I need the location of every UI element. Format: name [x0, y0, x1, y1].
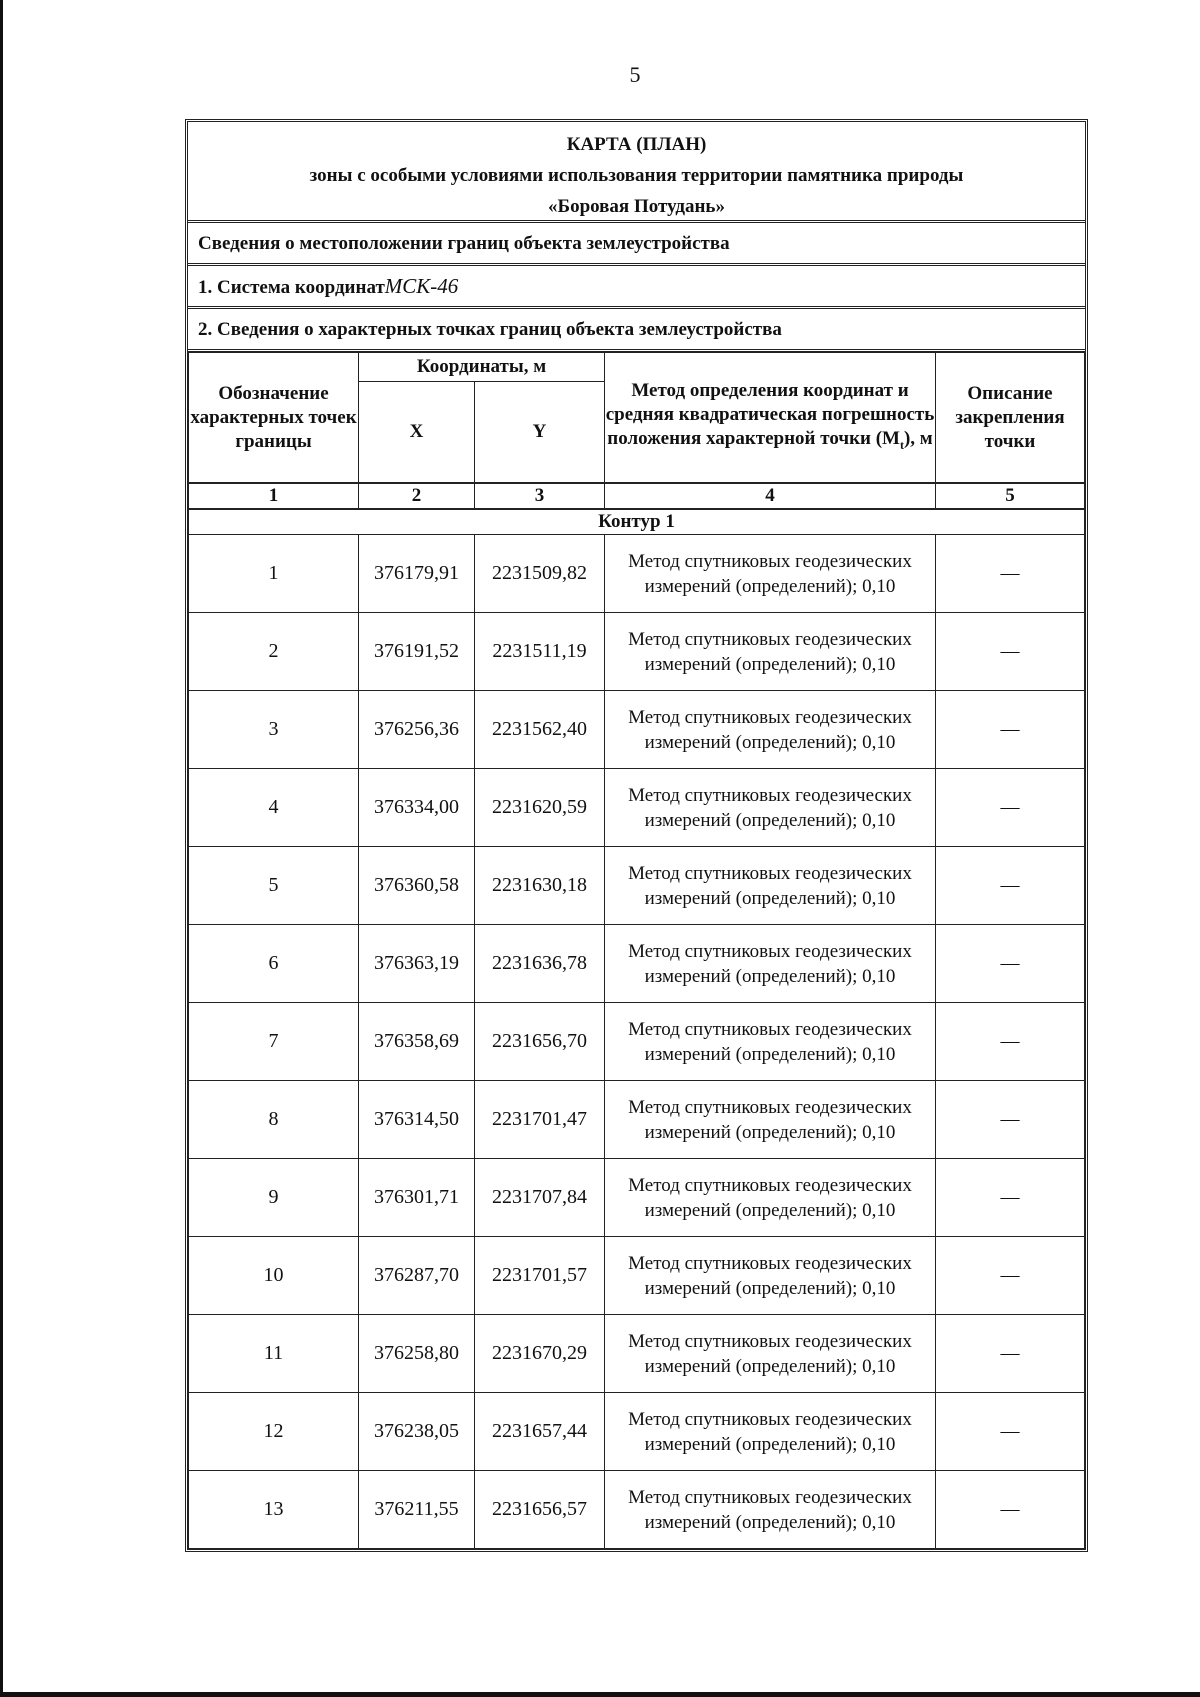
header-designation: Обозначение характерных точек границы: [189, 353, 359, 484]
point-x: 376363,19: [359, 925, 475, 1003]
table-row: [189, 1081, 1085, 1159]
point-method: Метод спутниковых геодезических измерений (определений); 0,10: [605, 769, 936, 847]
contour-label: Контур 1: [189, 509, 1085, 535]
title-line-2: зоны с особыми условиями использования территории памятника природы: [309, 165, 964, 186]
coordinate-system-value: МСК-46: [384, 274, 459, 298]
point-method: Метод спутниковых геодезических измерений (определений); 0,10: [605, 1159, 936, 1237]
point-id: 13: [189, 1471, 359, 1549]
point-x: 376301,71: [359, 1159, 475, 1237]
point-description: —: [936, 1003, 1085, 1081]
point-method: Метод спутниковых геодезических измерений (определений); 0,10: [605, 1315, 936, 1393]
point-method: Метод спутниковых геодезических измерений (определений); 0,10: [605, 925, 936, 1003]
point-description: —: [936, 769, 1085, 847]
page-number: 5: [629, 62, 641, 87]
column-number: 5: [936, 483, 1085, 509]
table-row: [189, 925, 1085, 1003]
point-method: Метод спутниковых геодезических измерений (определений); 0,10: [605, 691, 936, 769]
point-x: 376191,52: [359, 613, 475, 691]
point-method: Метод спутниковых геодезических измерений (определений); 0,10: [605, 613, 936, 691]
point-description: —: [936, 691, 1085, 769]
table-row: [189, 1393, 1085, 1471]
point-description: —: [936, 925, 1085, 1003]
contour-row: [189, 509, 1085, 535]
section-location: Сведения о местоположении границ объекта землеустройства: [188, 223, 1085, 266]
point-y: 2231509,82: [475, 535, 605, 613]
point-id: 1: [189, 535, 359, 613]
header-coordinates: Координаты, м: [359, 353, 605, 382]
point-y: 2231707,84: [475, 1159, 605, 1237]
point-y: 2231630,18: [475, 847, 605, 925]
title-line-1: КАРТА (ПЛАН): [566, 134, 707, 155]
point-description: —: [936, 535, 1085, 613]
point-description: —: [936, 1393, 1085, 1471]
point-y: 2231656,57: [475, 1471, 605, 1549]
point-id: 5: [189, 847, 359, 925]
point-x: 376287,70: [359, 1237, 475, 1315]
point-x: 376258,80: [359, 1315, 475, 1393]
header-method-sub: t: [899, 437, 904, 452]
header-method-main: Метод определения координат и средняя квадратическая погрешность положения характерной точки (M: [605, 379, 935, 449]
point-y: 2231701,57: [475, 1237, 605, 1315]
point-y: 2231636,78: [475, 925, 605, 1003]
point-description: —: [936, 847, 1085, 925]
point-x: 376360,58: [359, 847, 475, 925]
header-method: [605, 353, 936, 484]
column-number: 3: [475, 483, 605, 509]
point-method: Метод спутниковых геодезических измерений (определений); 0,10: [605, 1237, 936, 1315]
point-method: Метод спутниковых геодезических измерений (определений); 0,10: [605, 1471, 936, 1549]
coordinate-system-label: 1. Система координат: [198, 277, 385, 298]
point-y: 2231701,47: [475, 1081, 605, 1159]
point-description: —: [936, 1237, 1085, 1315]
scan-edge-bottom: [0, 1692, 1200, 1697]
point-id: 6: [189, 925, 359, 1003]
point-id: 8: [189, 1081, 359, 1159]
point-y: 2231620,59: [475, 769, 605, 847]
point-y: 2231670,29: [475, 1315, 605, 1393]
point-x: 376314,50: [359, 1081, 475, 1159]
scan-edge-left: [0, 0, 3, 1697]
point-id: 11: [189, 1315, 359, 1393]
header-description: Описание закрепления точки: [936, 353, 1085, 484]
point-description: —: [936, 1315, 1085, 1393]
point-id: 2: [189, 613, 359, 691]
point-method: Метод спутниковых геодезических измерений (определений); 0,10: [605, 1081, 936, 1159]
section-coordinate-system: [188, 266, 1085, 309]
title-block: [188, 122, 1085, 223]
point-method: Метод спутниковых геодезических измерений (определений); 0,10: [605, 535, 936, 613]
title-line-3: «Боровая Потудань»: [548, 196, 725, 217]
point-x: 376238,05: [359, 1393, 475, 1471]
point-id: 4: [189, 769, 359, 847]
point-x: 376358,69: [359, 1003, 475, 1081]
table-row: [189, 1159, 1085, 1237]
point-id: 9: [189, 1159, 359, 1237]
point-id: 7: [189, 1003, 359, 1081]
table-row: [189, 535, 1085, 613]
column-number: 1: [189, 483, 359, 509]
point-method: Метод спутниковых геодезических измерений (определений); 0,10: [605, 1393, 936, 1471]
column-number: 4: [605, 483, 936, 509]
point-id: 10: [189, 1237, 359, 1315]
point-y: 2231562,40: [475, 691, 605, 769]
point-x: 376334,00: [359, 769, 475, 847]
point-y: 2231656,70: [475, 1003, 605, 1081]
header-method-tail: ), м: [903, 427, 933, 449]
point-y: 2231657,44: [475, 1393, 605, 1471]
points-table: [188, 352, 1085, 1549]
point-description: —: [936, 1471, 1085, 1549]
table-row: [189, 1237, 1085, 1315]
table-row: [189, 847, 1085, 925]
point-id: 12: [189, 1393, 359, 1471]
column-numbers-row: [189, 483, 1085, 509]
section-points: 2. Сведения о характерных точках границ объекта землеустройства: [188, 309, 1085, 352]
point-x: 376179,91: [359, 535, 475, 613]
point-x: 376211,55: [359, 1471, 475, 1549]
point-method: Метод спутниковых геодезических измерений (определений); 0,10: [605, 1003, 936, 1081]
header-y: Y: [475, 382, 605, 484]
table-row: [189, 1003, 1085, 1081]
point-x: 376256,36: [359, 691, 475, 769]
point-description: —: [936, 1081, 1085, 1159]
document-form: [185, 119, 1088, 1552]
table-row: [189, 1471, 1085, 1549]
point-id: 3: [189, 691, 359, 769]
header-x: X: [359, 382, 475, 484]
point-description: —: [936, 613, 1085, 691]
column-number: 2: [359, 483, 475, 509]
table-row: [189, 613, 1085, 691]
table-row: [189, 691, 1085, 769]
point-y: 2231511,19: [475, 613, 605, 691]
table-row: [189, 769, 1085, 847]
table-row: [189, 1315, 1085, 1393]
point-method: Метод спутниковых геодезических измерений (определений); 0,10: [605, 847, 936, 925]
point-description: —: [936, 1159, 1085, 1237]
